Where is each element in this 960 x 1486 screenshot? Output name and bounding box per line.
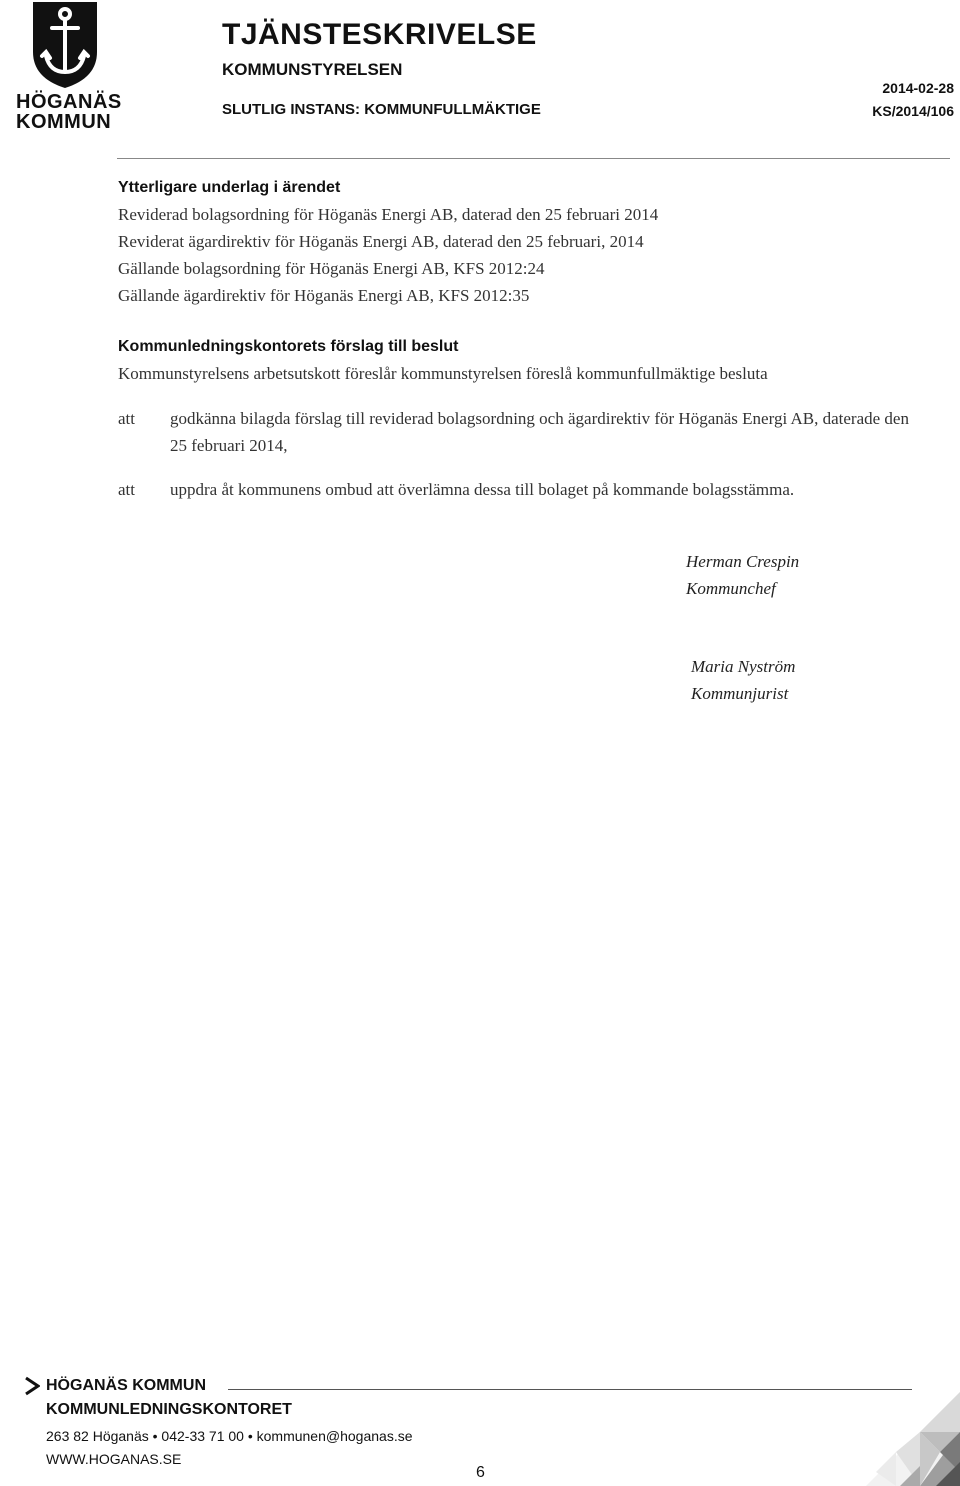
footer-department: KOMMUNLEDNINGSKONTORET (46, 1401, 292, 1418)
signature-block (686, 548, 799, 602)
logo-text-line2: KOMMUN (16, 111, 112, 133)
final-instance: SLUTLIG INSTANS: KOMMUNFULLMÄKTIGE (222, 101, 541, 118)
municipality-logo (16, 0, 122, 133)
board-name: KOMMUNSTYRELSEN (222, 60, 403, 79)
case-number: KS/2014/106 (872, 103, 954, 119)
signatory-name: Maria Nyström (691, 657, 796, 676)
list-item: Reviderat ägardirektiv för Höganäs Energi AB, daterad den 25 februari, 2014 (118, 232, 644, 251)
arrow-right-icon (24, 1376, 40, 1396)
section-heading: Ytterligare underlag i ärendet (118, 179, 341, 196)
signature-block (691, 653, 795, 707)
document-date: 2014-02-28 (882, 80, 954, 96)
document-type-title: TJÄNSTESKRIVELSE (222, 18, 537, 51)
proposal-intro: Kommunstyrelsens arbetsutskott föreslår kommunstyrelsen föreslå kommunfullmäktige besluta (118, 364, 768, 383)
list-item: Reviderad bolagsordning för Höganäs Energi AB, daterad den 25 februari 2014 (118, 205, 659, 224)
clause-label: att (118, 409, 135, 428)
clause-text: godkänna bilagda förslag till reviderad bolagsordning och ägardirektiv för Höganäs Energi AB, daterade den 25 februari 2014, (170, 409, 909, 455)
list-item: Gällande bolagsordning för Höganäs Energi AB, KFS 2012:24 (118, 259, 545, 278)
section-heading: Kommunledningskontorets förslag till beslut (118, 338, 459, 355)
signatory-title: Kommunchef (686, 579, 776, 598)
coat-of-arms-icon (30, 0, 100, 90)
logo-text-line1: HÖGANÄS (16, 91, 122, 113)
signatory-title: Kommunjurist (691, 684, 789, 703)
list-item: Gällande ägardirektiv för Höganäs Energi AB, KFS 2012:35 (118, 286, 530, 305)
page-number: 6 (476, 1464, 485, 1481)
footer-divider (228, 1389, 912, 1390)
header-divider (117, 158, 950, 159)
footer-organization: HÖGANÄS KOMMUN (46, 1377, 206, 1394)
additional-documents-section (118, 174, 918, 309)
footer-contact: 263 82 Höganäs • 042-33 71 00 • kommunen@hoganas.se (46, 1428, 413, 1444)
proposal-section (118, 333, 918, 387)
decorative-triangle-pattern-icon (836, 1392, 960, 1486)
footer-website-link[interactable]: WWW.HOGANAS.SE (46, 1451, 182, 1467)
clause-text: uppdra åt kommunens ombud att överlämna dessa till bolaget på kommande bolagsstämma. (170, 480, 795, 499)
clause-label: att (118, 480, 135, 499)
signatory-name: Herman Crespin (686, 552, 800, 571)
